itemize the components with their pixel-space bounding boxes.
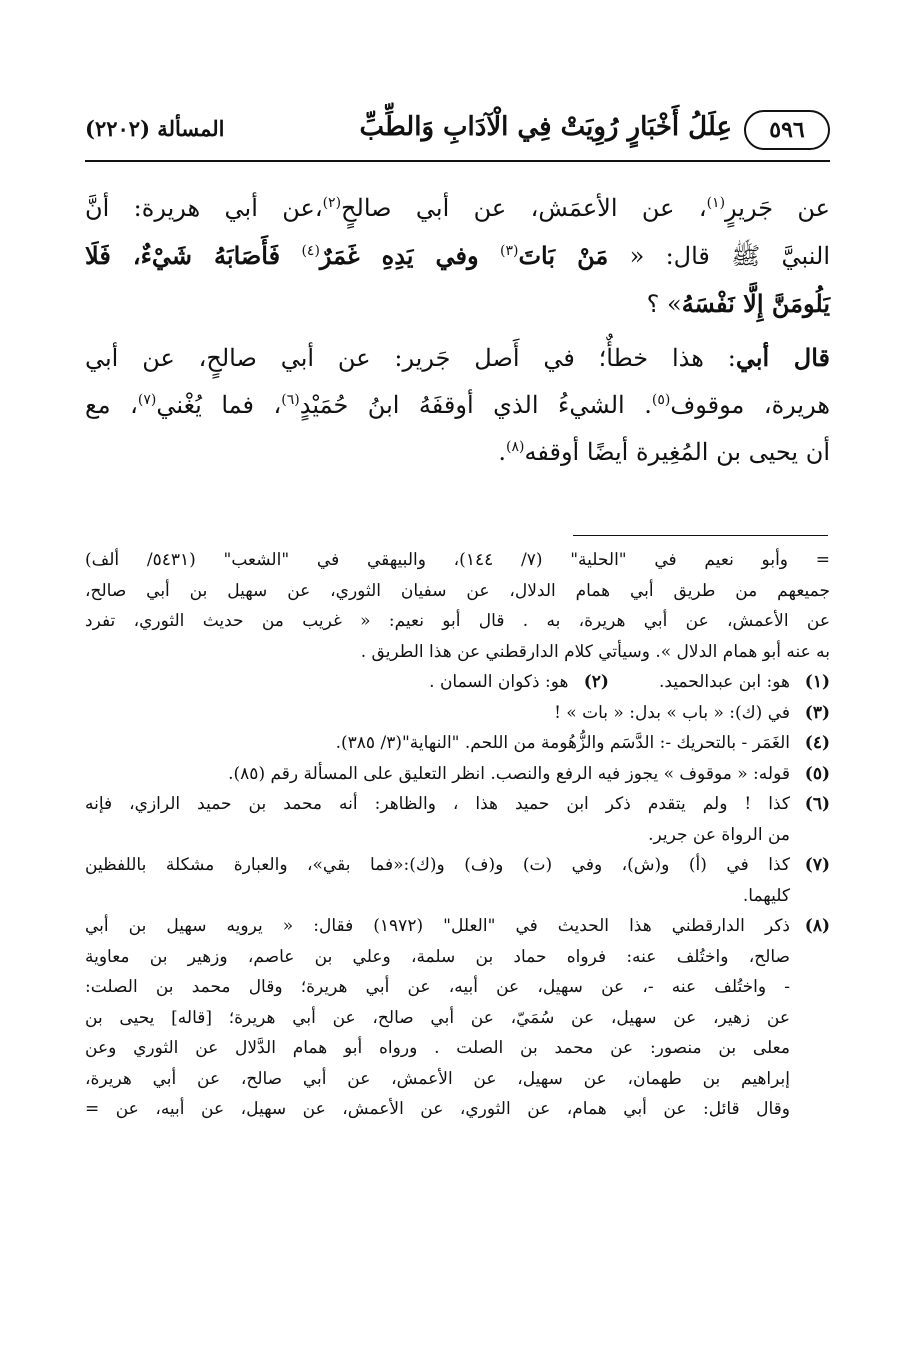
footnote-line: عن زهير، عن سهيل، عن سُمَيّ، عن أبي صالح، عن أبي هريرة؛ [قاله] يحيى بن	[85, 1007, 790, 1028]
footnote-line: ذكر الدارقطني هذا الحديث في "العلل" (١٩٧٢) فقال: « يرويه سهيل بن أبي	[85, 916, 790, 936]
footnote-separator	[573, 535, 828, 536]
paragraph-hadith	[85, 185, 830, 328]
footnote-text: في (ك): « باب » بدل: « بات » !	[554, 702, 790, 723]
footnote-1-2	[85, 667, 830, 698]
text-line: النبيَّ ﷺ قال: « مَنْ بَاتَ$^{(٣)}$ وفي يَدِهِ غَمَرٌ$^{(٤)}$ فَأَصَابَهُ شَيْءٌ، فَلَا	[85, 241, 831, 270]
page-number-badge	[744, 110, 830, 150]
footnote-text: هو: ذكوان السمان .	[429, 672, 569, 692]
footnote-number: (٦)	[804, 794, 830, 814]
footnote-line: - واختُلف عنه -، عن سهيل، عن أبيه، عن أبي هريرة؛ وقال محمد بن الصلت:	[85, 977, 790, 997]
footnote-line: صالح، واختُلف عنه: فرواه حماد بن سلمة، وعلي بن عاصم، وزهير بن معاوية	[85, 946, 790, 967]
footnote-line: به عنه أبو همام الدلال ». وسيأتي كلام الدارقطني عن هذا الطريق .	[360, 641, 830, 662]
text-line: قال أبي: هذا خطأٌ؛ في أَصل جَرير: عن أبي صالحٍ، عن أبي	[85, 343, 831, 372]
footnote-6	[85, 789, 830, 850]
footnotes	[85, 545, 830, 1125]
footnote-ref: (٧)	[137, 392, 157, 408]
footnote-7	[85, 850, 830, 911]
text-line: أن يحيى بن المُغِيرة أيضًا أوقفه$^{(٨)}$.	[498, 438, 830, 466]
text-line: يَلُومَنَّ إِلَّا نَفْسَهُ» ؟	[646, 289, 830, 318]
footnote-3	[85, 698, 830, 729]
footnote-line: إبراهيم بن طهمان، عن سهيل، عن الأعمش، عن أبي صالح، عن أبي هريرة،	[85, 1068, 790, 1089]
footnote-text: الغَمَر - بالتحريك -: الدَّسَم والزُّهُومة من اللحم. "النهاية"(٣/ ٣٨٥).	[335, 733, 790, 753]
footnote-ref: (٣)	[499, 243, 519, 259]
footnote-continuation	[85, 545, 830, 667]
running-header	[85, 108, 830, 152]
footnote-4	[85, 728, 830, 759]
footnote-ref: (٥)	[651, 392, 671, 408]
footnote-ref: (٤)	[301, 243, 320, 259]
footnote-ref: (٨)	[506, 439, 525, 455]
footnote-line: = وأبو نعيم في "الحلية" (٧/ ١٤٤)، والبيهقي في "الشعب" (٥٤٣١/ ألف)	[85, 550, 830, 570]
footnote-line: جميعهم من طريق أبي همام الدلال، عن سفيان الثوري، عن سهيل بن أبي صالح،	[85, 580, 830, 601]
footnote-number: (٥)	[804, 763, 830, 784]
footnote-line: كذا في (أ) و(ش)، وفي (ت) و(ف) و(ك):«فما بقي»، والعبارة مشكلة باللفظين	[85, 855, 790, 875]
main-text	[85, 185, 830, 482]
footnote-ref: (٦)	[281, 392, 300, 408]
footnote-line: كليهما.	[742, 885, 790, 906]
footnote-number: (٨)	[804, 916, 830, 936]
header-rule	[85, 160, 830, 162]
footnote-ref: (٢)	[322, 195, 342, 211]
footnote-number: (٤)	[804, 733, 830, 753]
footnote-number: (٢)	[583, 672, 609, 692]
footnote-ref: (١)	[706, 195, 726, 211]
page-number: ٥٩٦	[769, 117, 805, 143]
footnote-line: معلى بن منصور: عن محمد بن الصلت . ورواه أبو همام الدَّلال عن الثوري وعن	[85, 1038, 790, 1058]
footnote-number: (٧)	[804, 855, 830, 875]
footnote-5	[85, 759, 830, 790]
footnote-line: كذا ! ولم يتقدم ذكر ابن حميد هذا ، والظاهر: أنه محمد بن حميد الرازي، فإنه	[85, 794, 790, 814]
footnote-line: وقال قائل: عن أبي همام، عن الثوري، عن الأعمش، عن سهيل، عن أبيه، عن =	[85, 1099, 790, 1119]
footnote-line: عن الأعمش، عن أبي هريرة، به . قال أبو نعيم: « غريب من حديث الثوري، تفرد	[85, 611, 830, 631]
footnote-8	[85, 911, 830, 1125]
footnote-text: قوله: « موقوف » يجوز فيه الرفع والنصب. انظر التعليق على المسألة رقم (٨٥).	[228, 763, 790, 784]
footnote-text: هو: ابن عبدالحميد.	[658, 672, 790, 692]
footnote-number: (٣)	[804, 702, 830, 723]
paragraph-verdict	[85, 334, 830, 476]
issue-label: المسألة (٢٢٠٢)	[85, 116, 225, 141]
footnote-line: من الرواة عن جرير.	[648, 824, 790, 845]
text-line: عن جَريرٍ$^{(١)}$، عن الأعمَش، عن أبي صالحٍ$^{(٢)}$،عن أبي هريرة: أنَّ	[85, 194, 831, 222]
text-line: هريرة، موقوف$^{(٥)}$. الشيءُ الذي أوقفَهُ ابنُ حُمَيْدٍ$^{(٦)}$، فما يُغْني$^{(٧)}$، مع	[85, 391, 830, 419]
footnote-number: (١)	[804, 672, 830, 692]
book-title: عِلَلُ أَخْبَارٍ رُوِيَتْ فِي الْآدَابِ وَالطِّبِّ	[359, 112, 732, 142]
